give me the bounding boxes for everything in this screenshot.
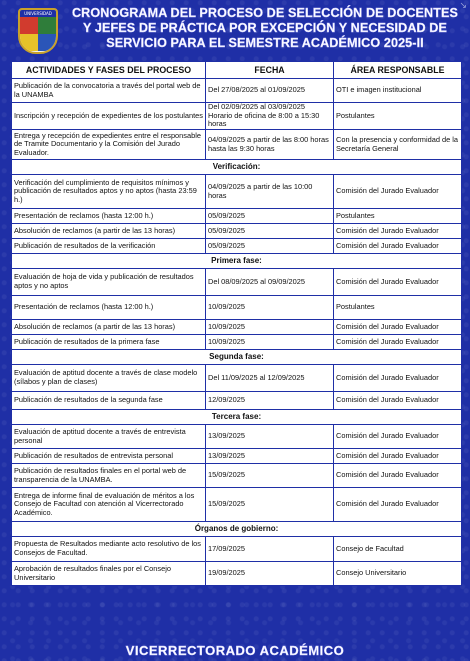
section-row — [12, 254, 462, 269]
table-row — [12, 103, 462, 130]
date-cell: 12/09/2025 — [206, 392, 334, 410]
table-row — [12, 464, 462, 488]
table-row — [12, 175, 462, 209]
area-cell: Comisión del Jurado Evaluador — [334, 392, 462, 410]
area-cell: Comisión del Jurado Evaluador — [334, 224, 462, 239]
activity-cell: Inscripción y recepción de expedientes de los postulantes — [12, 103, 206, 130]
page-title — [70, 6, 460, 51]
activity-cell: Presentación de reclamos (hasta 12:00 h.) — [12, 209, 206, 224]
activity-cell: Verificación del cumplimiento de requisitos mínimos y publicación de resultados aptos y no aptos (hasta 23:59 h.) — [12, 175, 206, 209]
date-cell: 17/09/2025 — [206, 537, 334, 562]
table-row — [12, 425, 462, 449]
activity-cell: Publicación de resultados finales en el portal web de transparencia de la UNAMBA. — [12, 464, 206, 488]
date-cell: 05/09/2025 — [206, 224, 334, 239]
activity-cell: Publicación de resultados de entrevista personal — [12, 449, 206, 464]
date-cell: 05/09/2025 — [206, 209, 334, 224]
area-cell: Comisión del Jurado Evaluador — [334, 320, 462, 335]
table-body — [12, 79, 462, 586]
section-row — [12, 522, 462, 537]
area-cell: Comisión del Jurado Evaluador — [334, 464, 462, 488]
date-cell: 15/09/2025 — [206, 488, 334, 522]
table-row — [12, 79, 462, 103]
title-line-3: SERVICIO PARA EL SEMESTRE ACADÉMICO 2025-II — [106, 36, 424, 50]
date-cell: Del 11/09/2025 al 12/09/2025 — [206, 365, 334, 392]
header — [0, 0, 470, 60]
area-cell: Postulantes — [334, 209, 462, 224]
date-cell: 19/09/2025 — [206, 562, 334, 586]
date-cell: 04/09/2025 a partir de las 10:00 horas — [206, 175, 334, 209]
date-cell: 04/09/2025 a partir de las 8:00 horas hasta las 9:30 horas — [206, 130, 334, 160]
logo-shield — [20, 17, 56, 51]
header-activities: ACTIVIDADES Y FASES DEL PROCESO — [12, 62, 206, 79]
area-cell: Con la presencia y conformidad de la Secretaría General — [334, 130, 462, 160]
table-row — [12, 320, 462, 335]
area-cell: Consejo de Facultad — [334, 537, 462, 562]
section-title: Primera fase: — [12, 254, 462, 269]
table-row — [12, 488, 462, 522]
section-row — [12, 350, 462, 365]
area-cell: Postulantes — [334, 103, 462, 130]
area-cell: Consejo Universitario — [334, 562, 462, 586]
date-cell: Del 08/09/2025 al 09/09/2025 — [206, 269, 334, 296]
area-cell: Comisión del Jurado Evaluador — [334, 239, 462, 254]
table-row — [12, 335, 462, 350]
area-cell: Comisión del Jurado Evaluador — [334, 335, 462, 350]
area-cell: Comisión del Jurado Evaluador — [334, 365, 462, 392]
table-row — [12, 224, 462, 239]
section-title: Segunda fase: — [12, 350, 462, 365]
activity-cell: Publicación de resultados de la primera fase — [12, 335, 206, 350]
university-logo — [18, 8, 58, 54]
section-title: Órganos de gobierno: — [12, 522, 462, 537]
title-line-1: CRONOGRAMA DEL PROCESO DE SELECCIÓN DE DOCENTES — [71, 6, 459, 20]
area-cell: Comisión del Jurado Evaluador — [334, 175, 462, 209]
activity-cell: Evaluación de hoja de vida y publicación de resultados aptos y no aptos — [12, 269, 206, 296]
table-row — [12, 449, 462, 464]
activity-cell: Absolución de reclamos (a partir de las 13 horas) — [12, 320, 206, 335]
activity-cell: Propuesta de Resultados mediante acto resolutivo de los Consejos de Facultad. — [12, 537, 206, 562]
schedule-table — [11, 61, 462, 586]
activity-cell: Aprobación de resultados finales por el Consejo Universitario — [12, 562, 206, 586]
area-cell: Comisión del Jurado Evaluador — [334, 425, 462, 449]
section-row — [12, 410, 462, 425]
section-row — [12, 160, 462, 175]
header-date: FECHA — [206, 62, 334, 79]
section-title: Tercera fase: — [12, 410, 462, 425]
table-row — [12, 365, 462, 392]
area-cell: Postulantes — [334, 296, 462, 320]
activity-cell: Publicación de resultados de la verificación — [12, 239, 206, 254]
table-row — [12, 562, 462, 586]
activity-cell: Entrega y recepción de expedientes entre el responsable de Tramite Documentario y la Comisión del Jurado Evaluador. — [12, 130, 206, 160]
table-row — [12, 209, 462, 224]
logo-caption: UNIVERSIDAD — [20, 10, 56, 17]
title-line-2: Y JEFES DE PRÁCTICA POR EXCEPCIÓN Y NECESIDAD DE — [82, 21, 448, 35]
activity-cell: Publicación de la convocatoria a través del portal web de la UNAMBA — [12, 79, 206, 103]
area-cell: OTI e imagen institucional — [334, 79, 462, 103]
header-area: ÁREA RESPONSABLE — [334, 62, 462, 79]
table-row — [12, 269, 462, 296]
footer-title: VICERRECTORADO ACADÉMICO — [125, 643, 345, 658]
table-row — [12, 130, 462, 160]
date-cell: 13/09/2025 — [206, 425, 334, 449]
area-cell: Comisión del Jurado Evaluador — [334, 449, 462, 464]
activity-cell: Publicación de resultados de la segunda fase — [12, 392, 206, 410]
date-cell: 13/09/2025 — [206, 449, 334, 464]
area-cell: Comisión del Jurado Evaluador — [334, 488, 462, 522]
date-cell: Del 27/08/2025 al 01/09/2025 — [206, 79, 334, 103]
date-cell: Del 02/09/2025 al 03/09/2025 Horario de oficina de 8:00 a 15:30 horas — [206, 103, 334, 130]
table-header-row — [12, 62, 462, 79]
date-cell: 10/09/2025 — [206, 320, 334, 335]
section-title: Verificación: — [12, 160, 462, 175]
table-row — [12, 537, 462, 562]
date-cell: 10/09/2025 — [206, 335, 334, 350]
table-row — [12, 296, 462, 320]
date-cell: 10/09/2025 — [206, 296, 334, 320]
activity-cell: Presentación de reclamos (hasta 12:00 h.) — [12, 296, 206, 320]
activity-cell: Absolución de reclamos (a partir de las 13 horas) — [12, 224, 206, 239]
chevron-icon: ↘ — [459, 1, 467, 11]
activity-cell: Evaluación de aptitud docente a través de clase modelo (sílabos y plan de clases) — [12, 365, 206, 392]
activity-cell: Evaluación de aptitud docente a través de entrevista personal — [12, 425, 206, 449]
table-row — [12, 239, 462, 254]
activity-cell: Entrega de informe final de evaluación de méritos a los Consejo de Facultad con atención al Vicerrectorado Académico. — [12, 488, 206, 522]
schedule-table-container — [11, 61, 461, 586]
area-cell: Comisión del Jurado Evaluador — [334, 269, 462, 296]
date-cell: 15/09/2025 — [206, 464, 334, 488]
table-row — [12, 392, 462, 410]
date-cell: 05/09/2025 — [206, 239, 334, 254]
